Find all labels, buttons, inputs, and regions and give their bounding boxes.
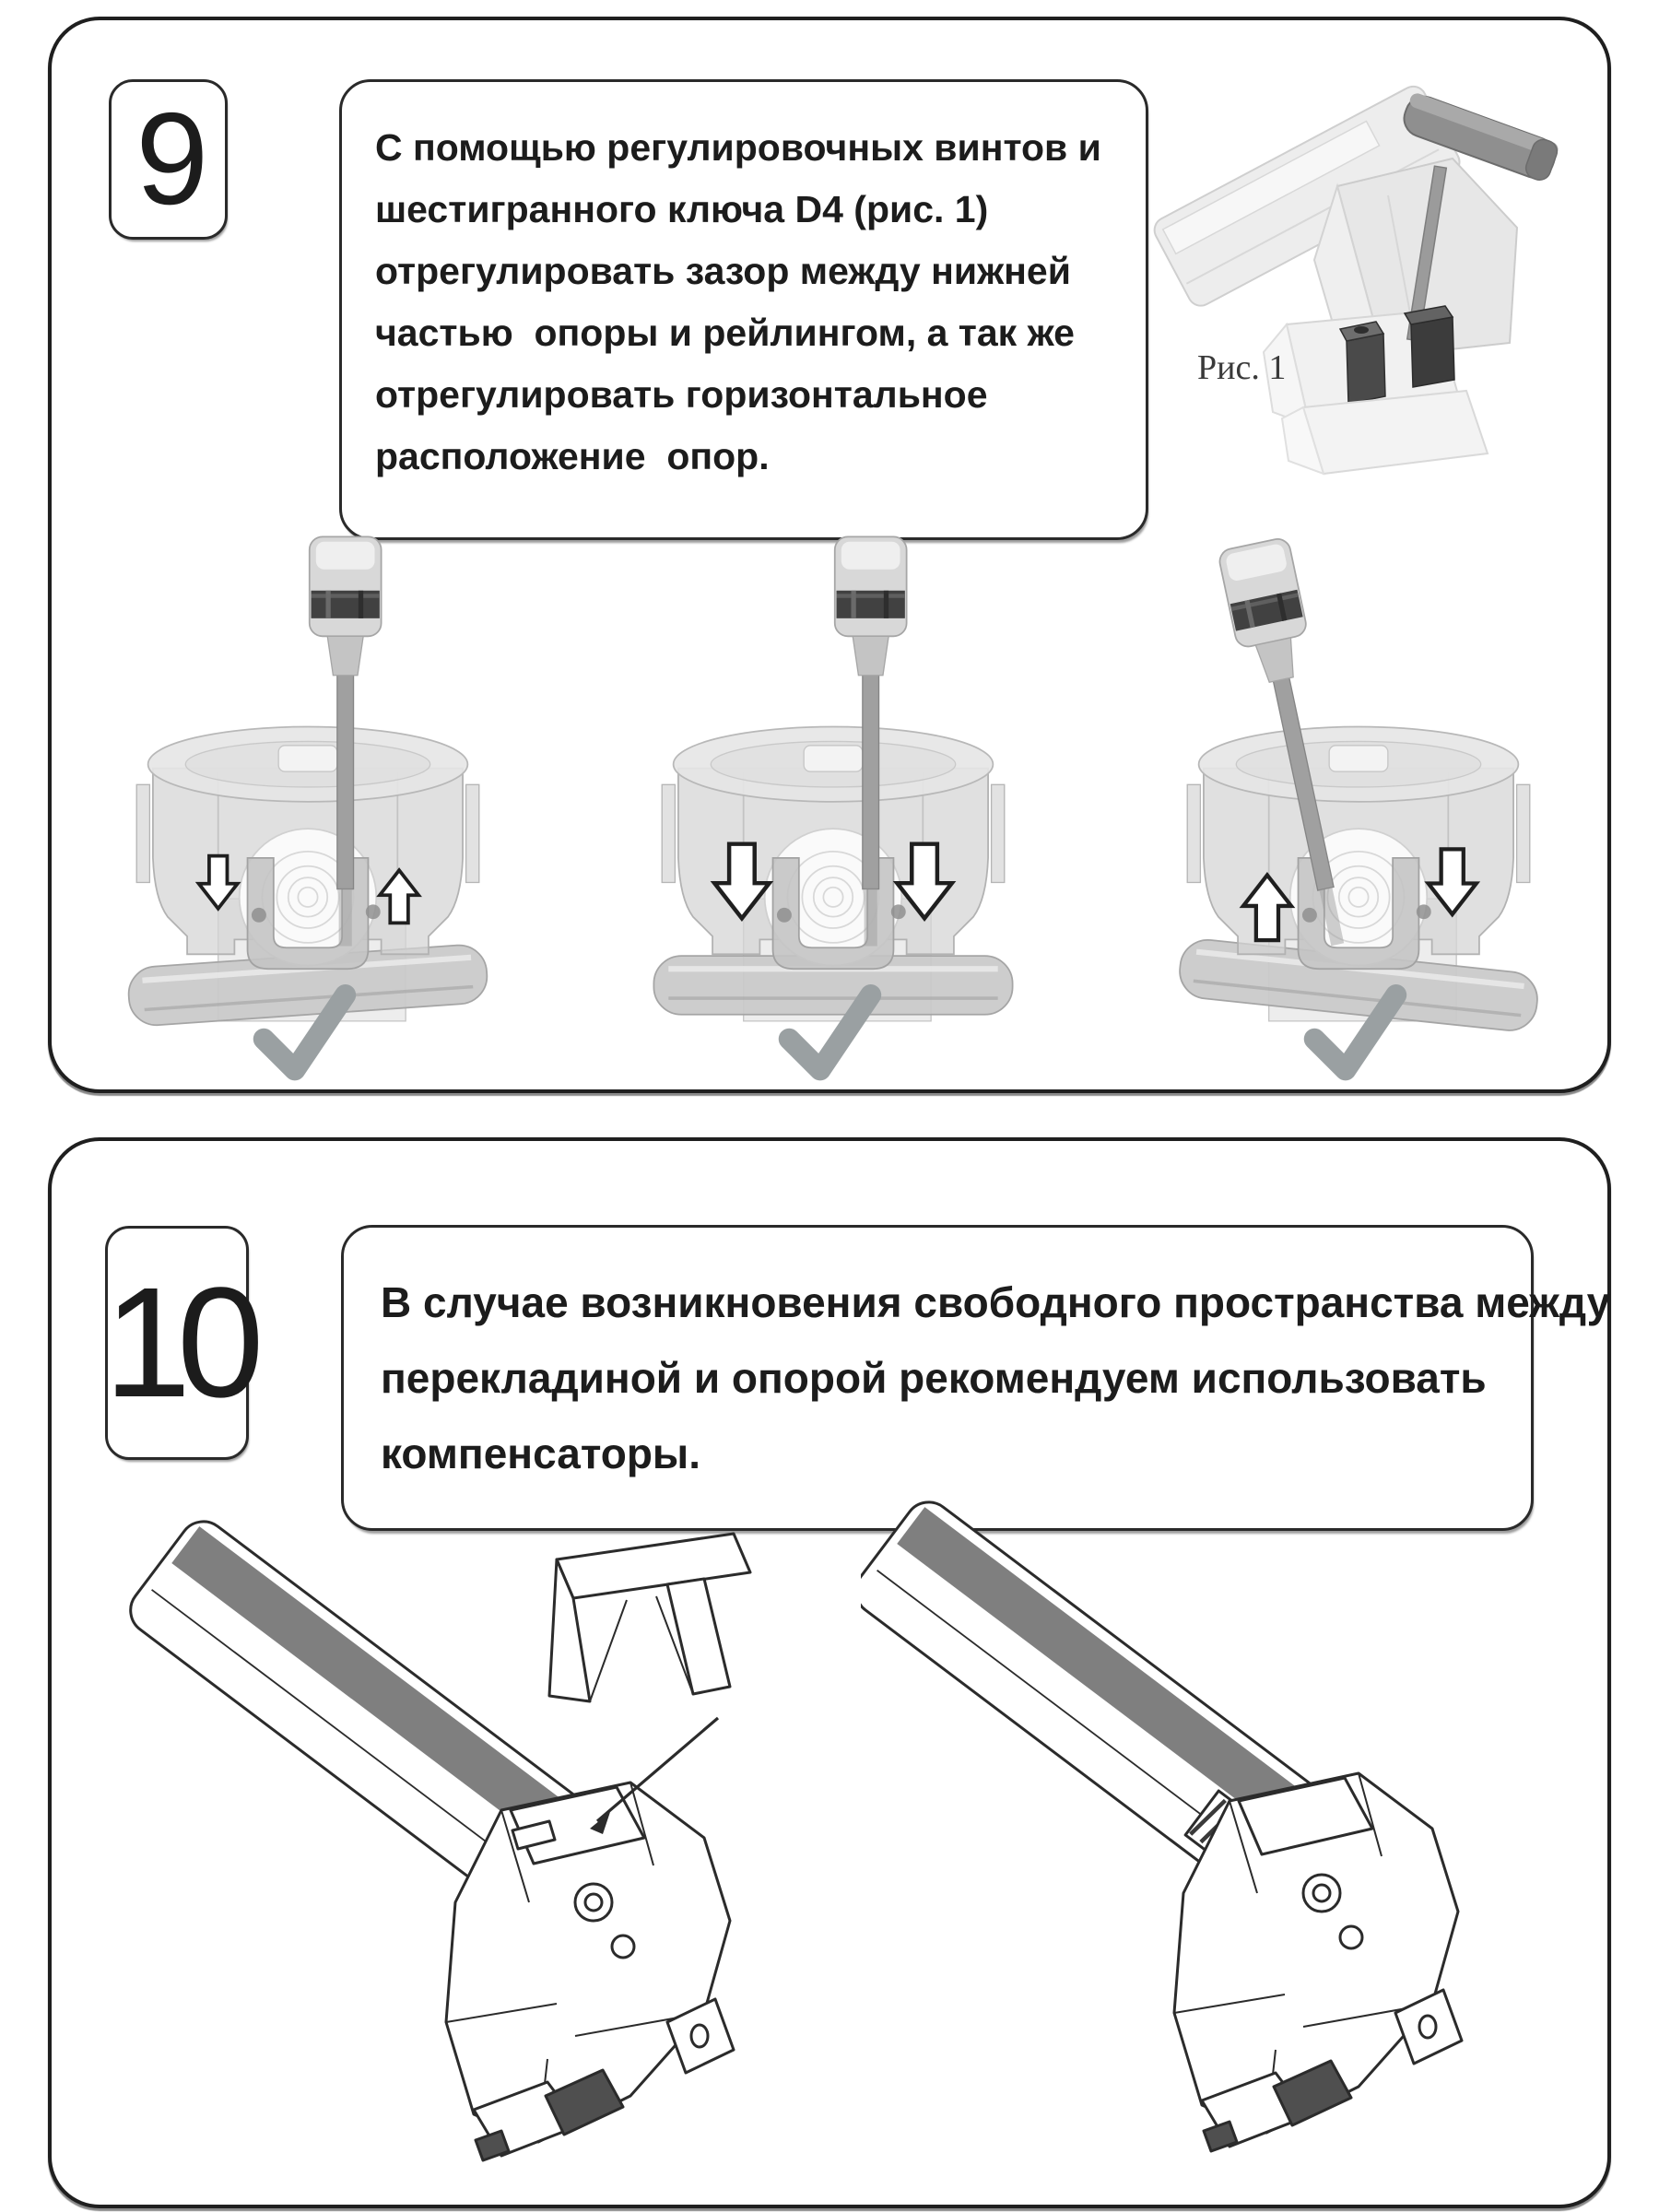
step-10-number-box (105, 1226, 249, 1460)
step-9-number: 9 (135, 86, 201, 232)
support-body (136, 727, 479, 970)
instruction-line: отрегулировать зазор между нижней (375, 250, 1071, 292)
step-9-number-box (109, 79, 228, 240)
instruction-line: шестигранного ключа D4 (рис. 1) (375, 188, 989, 230)
support-body (1174, 1773, 1462, 2151)
instruction-line: В случае возникновения свободного пространства между (381, 1278, 1611, 1326)
adjustment-diagram-1 (96, 515, 520, 1087)
support-body (446, 1783, 734, 2160)
instruction-line: перекладиной и опорой рекомендуем использовать (381, 1354, 1487, 1402)
step-10-callout (341, 1225, 1611, 1531)
instruction-line: частью опоры и рейлингом, а так же (375, 312, 1075, 354)
instruction-line: компенсаторы. (381, 1430, 700, 1477)
figure-1-illustration (1148, 48, 1582, 509)
instruction-line: С помощью регулировочных винтов и (375, 126, 1101, 169)
compensator-wedge (549, 1534, 750, 1701)
step-9-panel (48, 17, 1611, 1093)
figure-1-label: Рис. 1 (1197, 348, 1287, 387)
socket-block (1405, 306, 1454, 387)
compensator-installed-figure (861, 1497, 1524, 2170)
support-body (1187, 727, 1530, 970)
compensator-insertion-figure (114, 1506, 815, 2188)
instruction-line: расположение опор. (375, 435, 770, 477)
step-10-number: 10 (103, 1255, 251, 1430)
support-body (662, 727, 1005, 970)
step-10-panel (48, 1137, 1611, 2208)
adjustment-diagram-3 (1147, 515, 1571, 1087)
step-9-callout (339, 79, 1148, 540)
instruction-line: отрегулировать горизонтальное (375, 373, 988, 416)
adjustment-diagram-2 (621, 515, 1045, 1087)
